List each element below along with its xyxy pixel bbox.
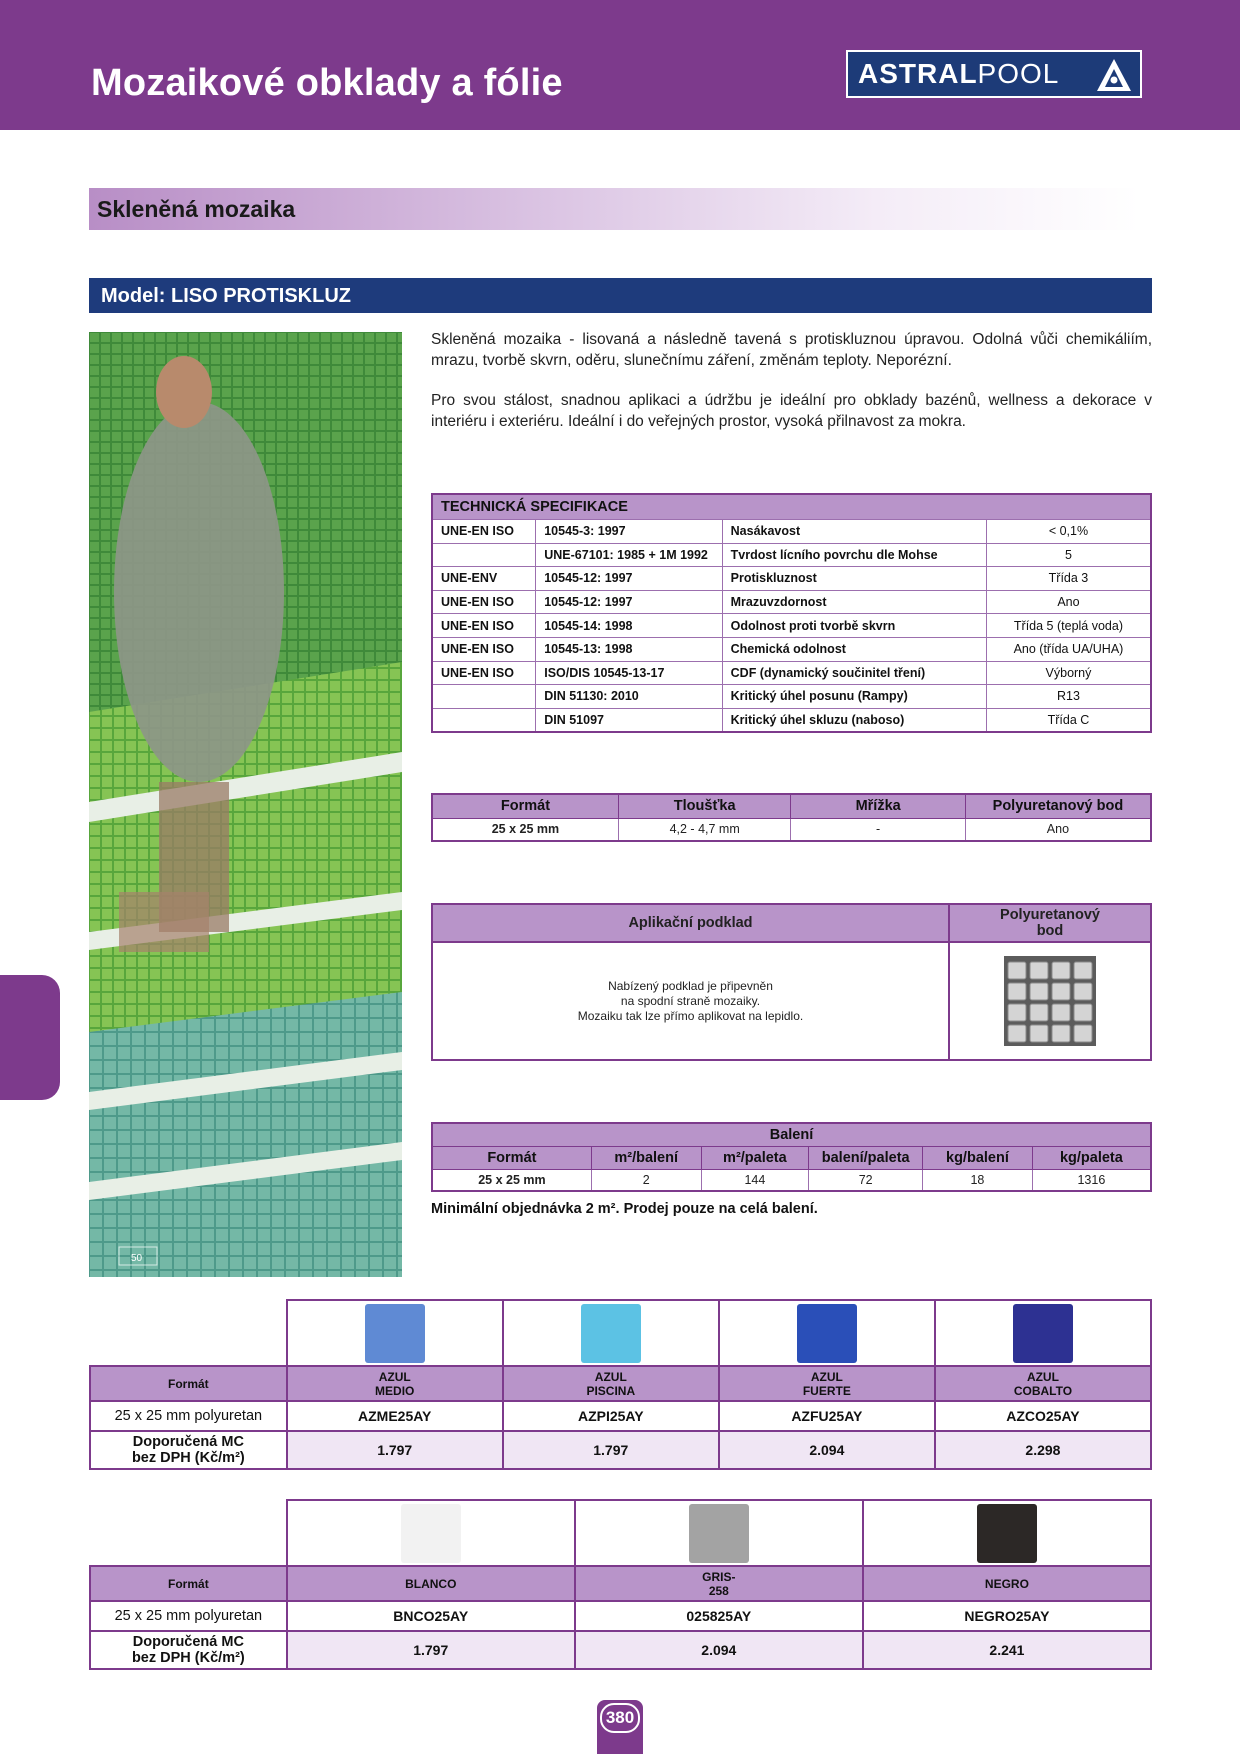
color-swatch [977, 1504, 1037, 1563]
spec-norm: UNE-EN ISO [432, 661, 536, 685]
spec-row [432, 661, 1151, 685]
product-code: AZCO25AY [935, 1401, 1151, 1431]
color-swatch-cell [503, 1300, 719, 1366]
spec-property: Kritický úhel posunu (Rampy) [722, 685, 986, 709]
color-name-line: AZUL [378, 1369, 411, 1384]
product-code: AZME25AY [287, 1401, 503, 1431]
spec-value: R13 [986, 685, 1151, 709]
color-name-line: GRIS- [702, 1569, 736, 1584]
format-header: Formát [90, 1566, 287, 1601]
color-swatch-cell [287, 1500, 575, 1566]
packaging-header: kg/balení [923, 1146, 1033, 1169]
technical-spec-table [431, 493, 1152, 733]
color-swatch [365, 1304, 425, 1363]
spec-value: Třída C [986, 708, 1151, 732]
spec-norm [432, 543, 536, 567]
price-label-line: bez DPH (Kč/m²) [131, 1450, 245, 1466]
packaging-value: 25 x 25 mm [432, 1169, 591, 1191]
product-photo [89, 332, 402, 1277]
spec-norm: UNE-EN ISO [432, 637, 536, 661]
color-swatch-cell [719, 1300, 935, 1366]
spec-code: 10545-3: 1997 [536, 520, 722, 544]
packaging-header: balení/paleta [809, 1146, 923, 1169]
product-code: 025825AY [575, 1601, 863, 1631]
spec-property: CDF (dynamický součinitel tření) [722, 661, 986, 685]
page-title: Mozaikové obklady a fólie [91, 62, 563, 104]
product-description [431, 329, 1152, 432]
spec-row [432, 685, 1151, 709]
packaging-value: 144 [701, 1169, 809, 1191]
spec-property: Protiskluznost [722, 567, 986, 591]
astralpool-logo [846, 50, 1142, 98]
color-table-neutral [89, 1499, 1152, 1670]
spec-norm: UNE-EN ISO [432, 590, 536, 614]
spec-property: Kritický úhel skluzu (naboso) [722, 708, 986, 732]
mesh-header: Mřížka [791, 794, 965, 818]
spec-value: Třída 5 (teplá voda) [986, 614, 1151, 638]
thickness-value: 4,2 - 4,7 mm [618, 818, 791, 841]
color-swatch [689, 1504, 749, 1563]
format-value: 25 x 25 mm [432, 818, 618, 841]
color-name-line: BLANCO [405, 1576, 457, 1591]
application-box [431, 903, 1152, 1061]
format-table [431, 793, 1152, 842]
format-label: 25 x 25 mm polyuretan [90, 1601, 287, 1631]
product-price: 2.298 [935, 1431, 1151, 1469]
page-header [0, 0, 1240, 130]
product-price: 2.241 [863, 1631, 1151, 1669]
spec-row [432, 543, 1151, 567]
color-name-line: PISCINA [586, 1383, 636, 1398]
spec-norm: UNE-ENV [432, 567, 536, 591]
logo-text-light: POOL [977, 58, 1060, 89]
packaging-value: 1316 [1032, 1169, 1151, 1191]
spec-norm [432, 685, 536, 709]
spec-value: Ano [986, 590, 1151, 614]
price-label [90, 1431, 287, 1469]
color-swatch [1013, 1304, 1073, 1363]
spec-value: Ano (třída UA/UHA) [986, 637, 1151, 661]
spec-property: Nasákavost [722, 520, 986, 544]
color-name [935, 1366, 1151, 1401]
color-name-line: AZUL [810, 1369, 843, 1384]
product-code: AZFU25AY [719, 1401, 935, 1431]
color-swatch-cell [935, 1300, 1151, 1366]
price-label-line: Doporučená MC [132, 1434, 244, 1450]
spec-code: DIN 51097 [536, 708, 722, 732]
logo-text-bold: ASTRAL [858, 58, 978, 89]
color-name [503, 1366, 719, 1401]
thickness-header: Tloušťka [618, 794, 791, 818]
color-name [287, 1566, 575, 1601]
application-text-line: Nabízený podklad je připevněn [608, 978, 773, 993]
packaging-value: 2 [591, 1169, 701, 1191]
photo-label: 50 [131, 1253, 143, 1264]
product-code: BNCO25AY [287, 1601, 575, 1631]
color-name-line: AZUL [594, 1369, 627, 1384]
spec-value: 5 [986, 543, 1151, 567]
spec-norm [432, 708, 536, 732]
polyurethane-header-line: bod [1036, 923, 1064, 939]
format-label: 25 x 25 mm polyuretan [90, 1401, 287, 1431]
spec-value: < 0,1% [986, 520, 1151, 544]
color-swatch-cell [575, 1500, 863, 1566]
spec-row [432, 590, 1151, 614]
price-label-line: Doporučená MC [132, 1634, 244, 1650]
product-price: 1.797 [503, 1431, 719, 1469]
application-text [433, 943, 950, 1059]
application-header: Aplikační podklad [433, 905, 950, 943]
section-title: Skleněná mozaika [97, 196, 296, 222]
price-label [90, 1631, 287, 1669]
section-header [89, 188, 1139, 230]
spec-property: Odolnost proti tvorbě skvrn [722, 614, 986, 638]
side-tab [0, 975, 60, 1100]
spec-property: Tvrdost lícního povrchu dle Mohse [722, 543, 986, 567]
product-price: 1.797 [287, 1431, 503, 1469]
spec-norm: UNE-EN ISO [432, 520, 536, 544]
spec-code: 10545-12: 1997 [536, 567, 722, 591]
page-number: 380 [600, 1703, 640, 1733]
product-price: 2.094 [719, 1431, 935, 1469]
model-header [89, 278, 1152, 313]
packaging-header: kg/paleta [1032, 1146, 1151, 1169]
color-name [575, 1566, 863, 1601]
color-swatch [581, 1304, 641, 1363]
model-title: Model: LISO PROTISKLUZ [101, 285, 351, 307]
polyurethane-dot-header [950, 905, 1150, 943]
packaging-title: Balení [432, 1123, 1151, 1146]
color-name-line: 258 [708, 1583, 729, 1598]
spec-row [432, 708, 1151, 732]
spec-code: DIN 51130: 2010 [536, 685, 722, 709]
spec-property: Chemická odolnost [722, 637, 986, 661]
packaging-value: 18 [923, 1169, 1033, 1191]
polyurethane-value: Ano [965, 818, 1151, 841]
spec-row [432, 637, 1151, 661]
spec-row [432, 567, 1151, 591]
color-name-line: FUERTE [802, 1383, 851, 1398]
polyurethane-dot-photo [950, 943, 1150, 1059]
spec-property: Mrazuvzdornost [722, 590, 986, 614]
triangle-logo-icon [1094, 56, 1134, 94]
spec-row [432, 614, 1151, 638]
product-code: AZPI25AY [503, 1401, 719, 1431]
application-text-line: na spodní straně mozaiky. [620, 993, 761, 1008]
color-swatch-cell [863, 1500, 1151, 1566]
spec-code: 10545-12: 1997 [536, 590, 722, 614]
description-paragraph: Pro svou stálost, snadnou aplikaci a údržbu je ideální pro obklady bazénů, wellness a dekorace v interiéru i exteriéru. Ideální i do veřejných prostor, vysoká přilnavost za mokra. [431, 392, 1152, 430]
spec-code: 10545-13: 1998 [536, 637, 722, 661]
format-header: Formát [90, 1366, 287, 1401]
spec-code: ISO/DIS 10545-13-17 [536, 661, 722, 685]
packaging-header: m²/balení [591, 1146, 701, 1169]
product-code: NEGRO25AY [863, 1601, 1151, 1631]
product-price: 1.797 [287, 1631, 575, 1669]
spec-value: Výborný [986, 661, 1151, 685]
application-text-line: Mozaiku tak lze přímo aplikovat na lepidlo. [577, 1008, 804, 1023]
packaging-value: 72 [809, 1169, 923, 1191]
packaging-header: Formát [432, 1146, 591, 1169]
packaging-header: m²/paleta [701, 1146, 809, 1169]
color-swatch [797, 1304, 857, 1363]
spec-title: TECHNICKÁ SPECIFIKACE [432, 494, 1151, 520]
product-price: 2.094 [575, 1631, 863, 1669]
spec-row [432, 520, 1151, 544]
minimum-order-note: Minimální objednávka 2 m². Prodej pouze na celá balení. [431, 1201, 818, 1217]
polyurethane-header-line: Polyuretanový [1000, 907, 1100, 923]
format-header: Formát [432, 794, 618, 818]
polyurethane-header: Polyuretanový bod [965, 794, 1151, 818]
color-name-line: NEGRO [984, 1576, 1029, 1591]
color-name-line: MEDIO [375, 1383, 415, 1398]
description-paragraph: Skleněná mozaika - lisovaná a následně tavená s protiskluznou úpravou. Odolná vůči chemikáliím, mrazu, tvorbě skvrn, oděru, slunečnímu záření, změnám teploty. Neporézní. [431, 331, 1152, 369]
color-name [287, 1366, 503, 1401]
color-swatch [401, 1504, 461, 1563]
color-name-line: AZUL [1026, 1369, 1059, 1384]
color-table-blue [89, 1299, 1152, 1470]
color-swatch-cell [287, 1300, 503, 1366]
price-label-line: bez DPH (Kč/m²) [131, 1650, 245, 1666]
color-name-line: COBALTO [1013, 1383, 1073, 1398]
color-name [719, 1366, 935, 1401]
spec-value: Třída 3 [986, 567, 1151, 591]
spec-code: UNE-67101: 1985 + 1M 1992 [536, 543, 722, 567]
mesh-value: - [791, 818, 965, 841]
color-name [863, 1566, 1151, 1601]
spec-code: 10545-14: 1998 [536, 614, 722, 638]
spec-norm: UNE-EN ISO [432, 614, 536, 638]
packaging-table [431, 1122, 1152, 1192]
